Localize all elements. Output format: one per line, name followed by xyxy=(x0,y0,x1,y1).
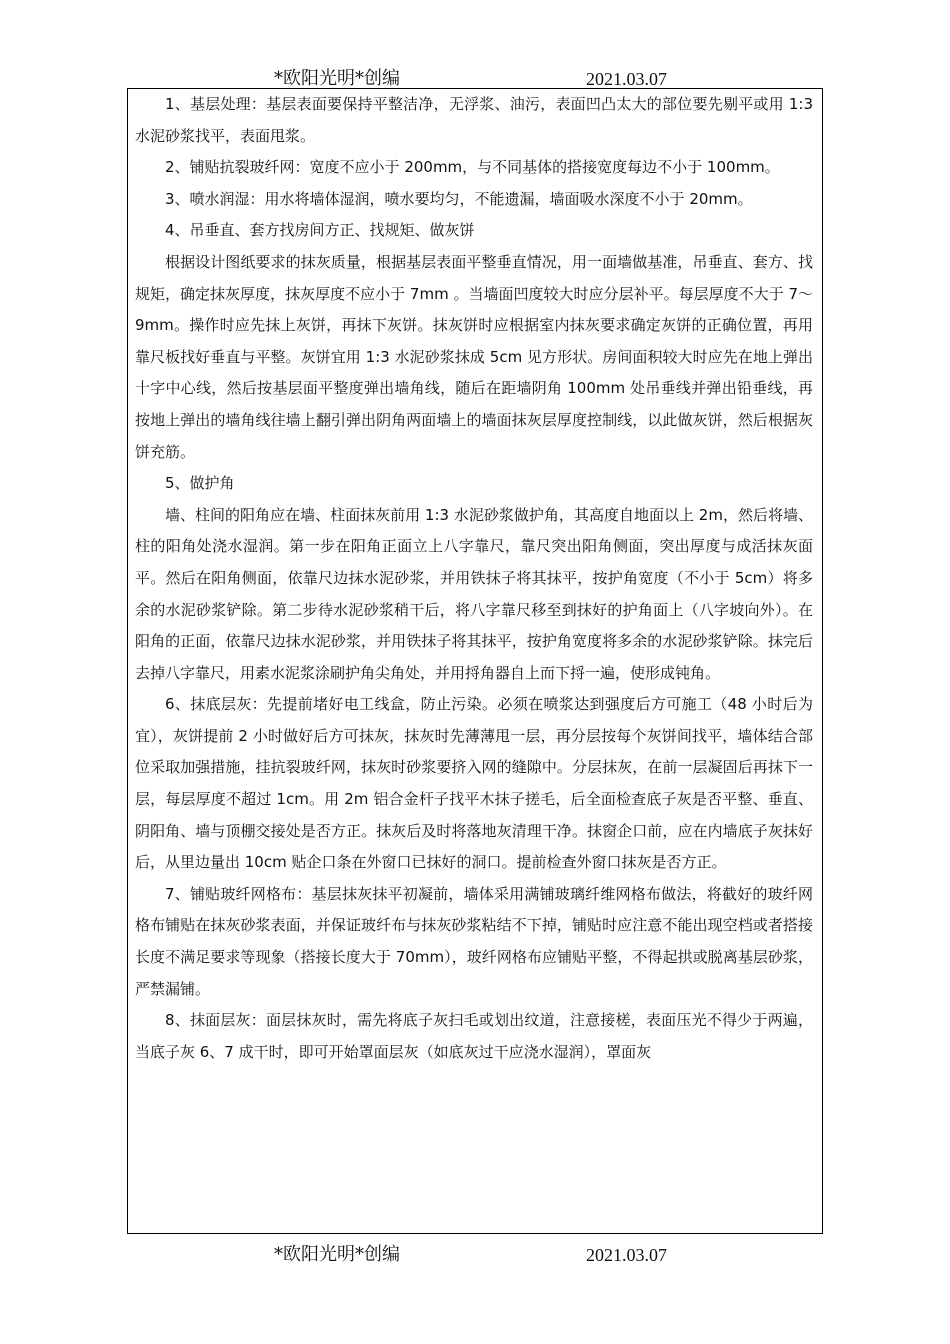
paragraph-plumb-body: 根据设计图纸要求的抹灰质量，根据基层表面平整垂直情况，用一面墙做基准，吊垂直、套方、找规矩，确定抹灰厚度，抹灰厚度不应小于 7mm 。当墙面凹度较大时应分层补平。每层厚度不大于 7～9mm。操作时应先抹上灰饼，再抹下灰饼。抹灰饼时应根据室内抹灰要求确定灰饼的正确位置，再用靠尺板找好垂直与平整。灰饼宜用 1:3 水泥砂浆抹成 5cm 见方形状。房间面积较大时应先在地上弹出十字中心线，然后按基层面平整度弹出墙角线，随后在距墙阴角 100mm 处吊垂线并弹出铅垂线，再按地上弹出的墙角线往墙上翻引弹出阴角两面墙上的墙面抹灰层厚度控制线，以此做灰饼，然后根据灰饼充筋。 xyxy=(135,252,813,461)
paragraph-base-treatment: 1、基层处理：基层表面要保持平整洁净，无浮浆、油污，表面凹凸太大的部位要先剔平或用 1:3 水泥砂浆找平，表面甩浆。 xyxy=(135,95,813,145)
page-footer xyxy=(0,1240,950,1270)
paragraph-corner-heading: 5、做护角 xyxy=(165,474,235,493)
paragraph-water-spray: 3、喷水润湿：用水将墙体湿润，喷水要均匀，不能遗漏，墙面吸水深度不小于 20mm。 xyxy=(165,189,753,208)
header-date: 2021.03.07 xyxy=(586,69,667,89)
paragraph-corner-body: 墙、柱间的阳角应在墙、柱面抹灰前用 1:3 水泥砂浆做护角，其高度自地面以上 2m，然后将墙、柱的阳角处浇水湿润。第一步在阳角正面立上八字靠尺，靠尺突出阳角侧面，突出厚度与成活抹灰面平。然后在阳角侧面，依靠尺边抹水泥砂浆，并用铁抹子将其抹平，按护角宽度（不小于 5cm）将多余的水泥砂浆铲除。第二步待水泥砂浆稍干后，将八字靠尺移至到抹好的护角面上（八字坡向外）。在阳角的正面，依靠尺边抹水泥砂浆，并用铁抹子将其抹平，按护角宽度将多余的水泥砂浆铲除。抹完后去掉八字靠尺，用素水泥浆涂刷护角尖角处，并用捋角器自上而下捋一遍，使形成钝角。 xyxy=(135,505,813,682)
paragraph-mesh-cloth: 7、铺贴玻纤网格布：基层抹灰抹平初凝前，墙体采用满铺玻璃纤维网格布做法，将截好的玻纤网格布铺贴在抹灰砂浆表面，并保证玻纤布与抹灰砂浆粘结不下掉，铺贴时应注意不能出现空档或者搭接长度不满足要求等现象（搭接长度大于 70mm），玻纤网格布应铺贴平整，不得起拱或脱离基层砂浆，严禁漏铺。 xyxy=(135,884,813,998)
paragraph-base-coat: 6、抹底层灰：先提前堵好电工线盒，防止污染。必须在喷浆达到强度后方可施工（48 小时后为宜），灰饼提前 2 小时做好后方可抹灰，抹灰时先薄薄甩一层，再分层按每个灰饼间找平，墙体结合部位采取加强措施，挂抗裂玻纤网，抹灰时砂浆要挤入网的缝隙中。分层抹灰，在前一层凝固后再抹下一层，每层厚度不超过 1cm。用 2m 铝合金杆子找平木抹子搓毛，后全面检查底子灰是否平整、垂直、阴阳角、墙与顶棚交接处是否方正。抹灰后及时将落地灰清理干净。抹窗企口前，应在内墙底子灰抹好后，从里边量出 10cm 贴企口条在外窗口已抹好的洞口。提前检查外窗口抹灰是否方正。 xyxy=(135,695,813,872)
paragraph-finish-coat: 8、抹面层灰：面层抹灰时，需先将底子灰扫毛或划出纹道，注意接槎，表面压光不得少于两遍，当底子灰 6、7 成干时，即可开始罩面层灰（如底灰过干应浇水湿润），罩面灰 xyxy=(135,1011,813,1061)
paragraph-mesh-laying: 2、铺贴抗裂玻纤网：宽度不应小于 200mm，与不同基体的搭接宽度每边不小于 100mm。 xyxy=(165,158,780,177)
footer-author: *欧阳光明*创编 xyxy=(274,1244,400,1265)
footer-date: 2021.03.07 xyxy=(586,1245,667,1265)
document-body xyxy=(135,89,813,1068)
header-author: *欧阳光明*创编 xyxy=(274,68,400,89)
paragraph-plumb-heading: 4、吊垂直、套方找房间方正、找规矩、做灰饼 xyxy=(165,221,475,240)
